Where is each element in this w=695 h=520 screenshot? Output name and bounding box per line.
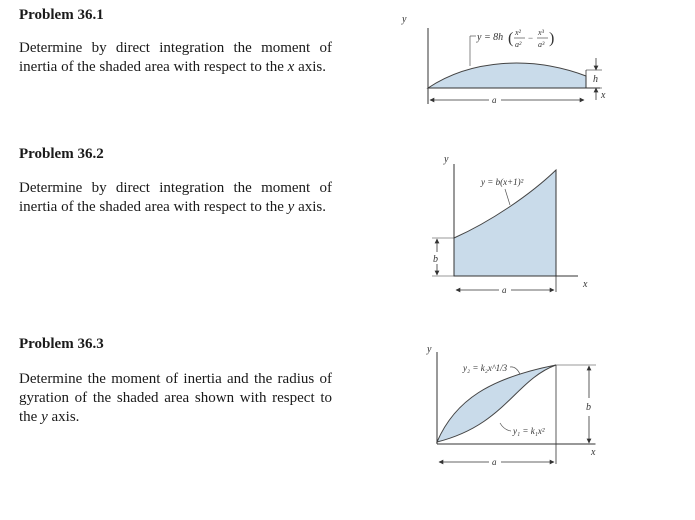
shaded-area xyxy=(428,63,586,88)
problem-title: Problem 36.2 xyxy=(19,146,104,162)
svg-text:x²: x² xyxy=(515,28,521,37)
problem-statement: Determine the moment of inertia and the radius of gyration of the shaded area shown with respect to the y axis. xyxy=(19,371,332,425)
problem-title: Problem 36.3 xyxy=(19,336,104,352)
x-axis-label: x xyxy=(583,279,588,290)
svg-text:x³: x³ xyxy=(538,28,544,37)
upper-curve-leader xyxy=(510,367,520,374)
height-label: b xyxy=(433,254,438,265)
problem-statement: Determine by direct integration the moment of inertia of the shaded area with respect to the y axis. xyxy=(19,180,332,215)
y-axis-label: y xyxy=(402,14,407,25)
height-label: b xyxy=(586,402,591,413)
width-label: a xyxy=(492,95,497,105)
lower-curve-label: y₁ = k₁x² xyxy=(513,426,545,436)
upper-curve-label: y₂ = k₂x^1/3 xyxy=(463,363,508,373)
equation-leader xyxy=(505,189,510,205)
height-label: h xyxy=(593,74,598,85)
problem-title: Problem 36.1 xyxy=(19,7,104,23)
figure-36-1 xyxy=(401,14,606,105)
figure-36-2 xyxy=(432,154,588,295)
svg-text:a³: a³ xyxy=(538,40,545,49)
svg-text:y = 8h: y = 8h xyxy=(477,32,504,43)
width-label: a xyxy=(502,285,507,295)
svg-text:): ) xyxy=(549,30,555,47)
problem-statement: Determine by direct integration the moment of inertia of the shaded area with respect to the x axis. xyxy=(19,40,332,75)
figure-36-3 xyxy=(426,344,596,467)
equation-label: y = b(x+1)² xyxy=(481,177,524,187)
svg-text:(: ( xyxy=(508,30,514,47)
lower-curve-leader xyxy=(500,423,511,431)
y-axis-label: y xyxy=(444,154,449,165)
equation-label xyxy=(476,28,554,49)
width-label: a xyxy=(492,457,497,467)
svg-text:a²: a² xyxy=(515,40,522,49)
y-axis-label: y xyxy=(427,344,432,355)
svg-text:−: − xyxy=(528,33,534,43)
x-axis-label: x xyxy=(591,447,596,458)
x-axis-label: x xyxy=(601,90,606,101)
